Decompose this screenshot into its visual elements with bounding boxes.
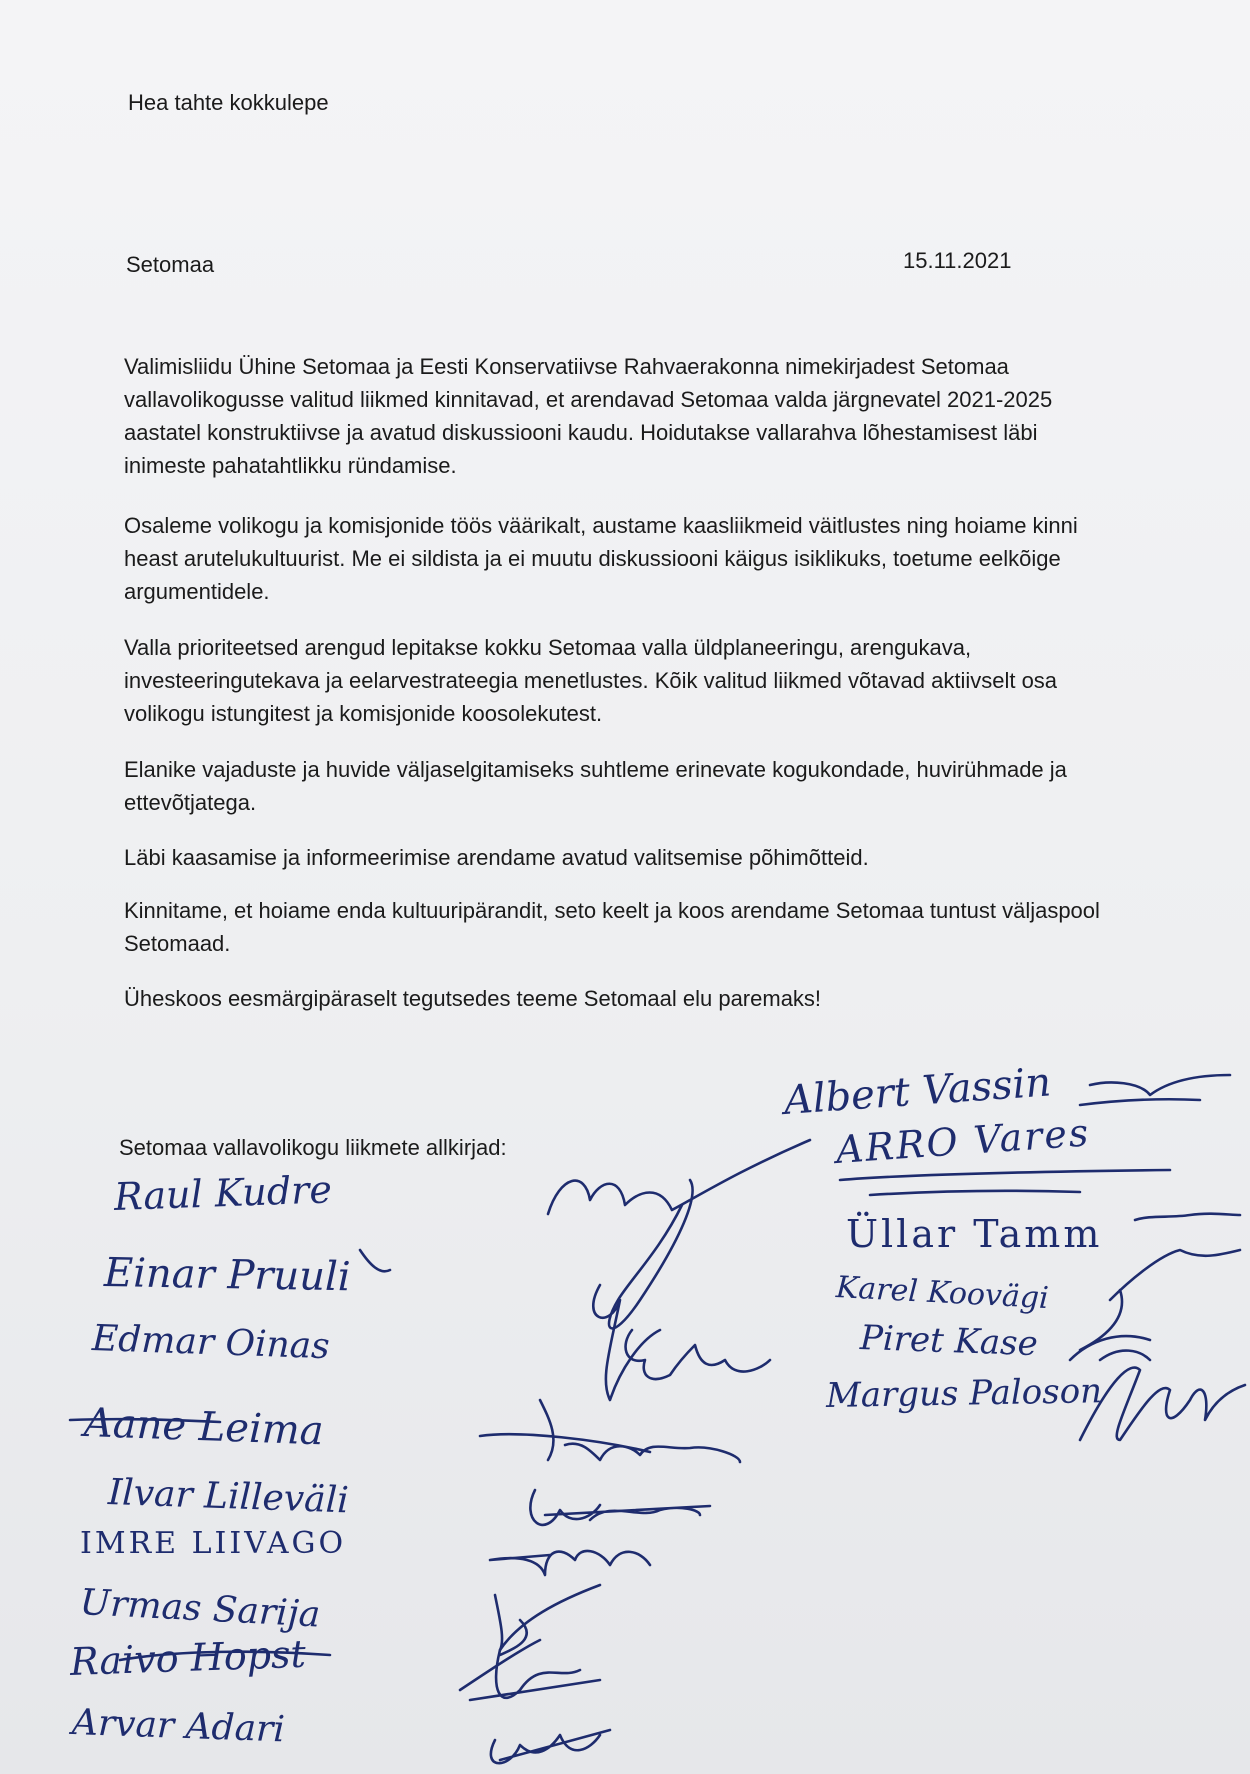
- paragraph: Kinnitame, et hoiame enda kultuuripärandit, seto keelt ja koos arendame Setomaa tuntust väljaspool Setomaad.: [124, 898, 1100, 956]
- signature-name: IMRE LIIVAGO: [80, 1526, 347, 1561]
- document-title: Hea tahte kokkulepe: [128, 90, 329, 115]
- signature-name: Edmar Oinas: [91, 1318, 331, 1368]
- signature-mark: [491, 1730, 610, 1763]
- signature-mark: [1080, 1250, 1240, 1350]
- signature-mark: [360, 1250, 390, 1271]
- signature-mark: [609, 1180, 693, 1328]
- signature-mark: [460, 1640, 600, 1700]
- signatures-label: Setomaa vallavolikogu liikmete allkirjad:: [119, 1135, 507, 1160]
- signature-name: Raivo Hopst: [69, 1631, 307, 1684]
- signature-mark: [120, 1652, 330, 1660]
- signature-name: Ilvar Lilleväli: [107, 1472, 350, 1522]
- signature-mark: [70, 1419, 220, 1422]
- signature-mark: [1080, 1075, 1230, 1105]
- signature-mark: [495, 1585, 600, 1655]
- signature-name: Albert Vassin: [782, 1059, 1053, 1124]
- signature-mark: [1080, 1368, 1245, 1440]
- paragraph: Läbi kaasamise ja informeerimise arendame avatud valitsemise põhimõtteid.: [124, 845, 869, 870]
- document-date: 15.11.2021: [903, 248, 1012, 273]
- paragraph: Elanike vajaduste ja huvide väljaselgitamiseks suhtleme erinevate kogukondade, huvirühmade ja ettevõtjatega.: [124, 757, 1067, 815]
- paragraph: Valimisliidu Ühine Setomaa ja Eesti Konservatiivse Rahvaerakonna nimekirjadest Setomaa vallavolikogusse valitud liikmed kinnitavad, et arendavad Setomaa valda järgnevatel 2021-2025 aastatel konstruktiivse ja avatud diskussiooni kaudu. Hoidutakse vallarahva lõhestamisest läbi inimeste pahatahtlikku ründamise.: [124, 354, 1053, 478]
- paragraph: Üheskoos eesmärgipäraselt tegutsedes teeme Setomaal elu paremaks!: [124, 986, 822, 1011]
- signature-mark: [1135, 1214, 1240, 1220]
- signature-name: Aane Leima: [83, 1400, 325, 1455]
- signature-mark: [840, 1170, 1170, 1195]
- document-place: Setomaa: [126, 252, 215, 277]
- signature-name: Einar Pruuli: [103, 1250, 351, 1301]
- signature-mark: [490, 1551, 650, 1575]
- signature-name: Arvar Adari: [71, 1702, 286, 1751]
- signature-mark: [530, 1490, 710, 1525]
- signature-name: Margus Paloson: [825, 1371, 1103, 1416]
- signature-name: Urmas Sarija: [78, 1582, 322, 1636]
- signature-name: Raul Kudre: [113, 1167, 333, 1219]
- paragraph: Osaleme volikogu ja komisjonide töös väärikalt, austame kaasliikmeid väitlustes ning hoiame kinni heast arutelukultuurist. Me ei sildista ja ei muutu diskussiooni käigus isiklikuks, toetume eelkõige argumentidele.: [124, 513, 1078, 604]
- signature-name: Piret Kase: [859, 1318, 1039, 1365]
- signature-mark: [548, 1140, 810, 1214]
- signature-name: Üllar Tamm: [846, 1212, 1103, 1256]
- signature-mark: [480, 1400, 740, 1462]
- paragraph: Valla prioriteetsed arengud lepitakse kokku Setomaa valla üldplaneeringu, arengukava, investeeringutekava ja eelarvestrateegia menetlustes. Kõik valitud liikmed võtavad aktiivselt osa volikogu istungitest ja komisjonide koosolekutest.: [124, 635, 1058, 726]
- signature-name: ARRO Vares: [834, 1110, 1092, 1172]
- signature-name: Karel Koovägi: [835, 1270, 1050, 1317]
